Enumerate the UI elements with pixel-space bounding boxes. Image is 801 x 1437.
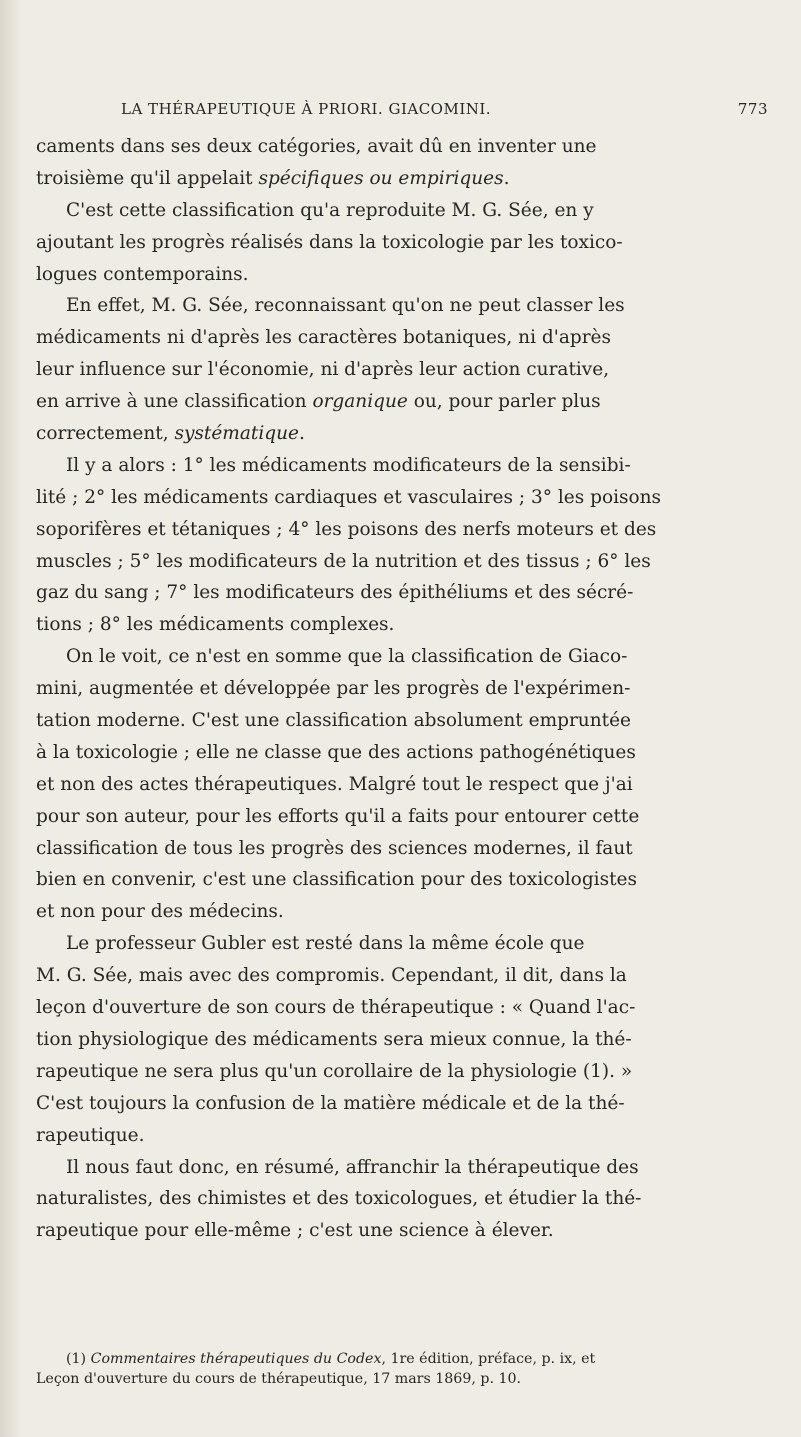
text-line: caments dans ses deux catégories, avait dû en inventer une (36, 136, 597, 157)
text-line: tions ; 8° les médicaments complexes. (36, 614, 395, 636)
text-line: M. G. Sée, mais avec des compromis. Cependant, il dit, dans la (36, 965, 627, 987)
text-line: rapeutique ne sera plus qu'un corollaire de la physiologie (1). » (36, 1060, 633, 1082)
footnote-line: Leçon d'ouverture du cours de thérapeutique, 17 mars 1869, p. 10. (36, 1370, 522, 1387)
text-line: Il y a alors : 1° les médicaments modificateurs de la sensibi- (66, 454, 631, 476)
text-line: mini, augmentée et développée par les progrès de l'expérimen- (36, 678, 631, 700)
running-title: LA THÉRAPEUTIQUE À PRIORI. GIACOMINI. (121, 100, 492, 118)
text-line: troisième qu'il appelait spécifiques ou empiriques. (36, 167, 510, 189)
text-line: à la toxicologie ; elle ne classe que des actions pathogénétiques (36, 741, 636, 763)
text-line: naturalistes, des chimistes et des toxicologues, et étudier la thé- (36, 1188, 642, 1210)
text-line: lité ; 2° les médicaments cardiaques et vasculaires ; 3° les poisons (36, 486, 662, 508)
text-line: correctement, systématique. (36, 423, 305, 445)
text-line: gaz du sang ; 7° les modificateurs des épithéliums et des sécré- (36, 582, 634, 604)
page-binding-edge (0, 0, 22, 1437)
text-line: leçon d'ouverture de son cours de thérapeutique : « Quand l'ac- (36, 997, 636, 1019)
text-line: En effet, M. G. Sée, reconnaissant qu'on ne peut classer les (66, 295, 625, 317)
text-line: C'est cette classification qu'a reproduite M. G. Sée, en y (66, 199, 594, 221)
text-line: ajoutant les progrès réalisés dans la toxicologie par les toxico- (36, 231, 623, 253)
footnote-line: (1) Commentaires thérapeutiques du Codex, 1re édition, préface, p. ix, et (66, 1351, 596, 1367)
text-line: leur influence sur l'économie, ni d'après leur action curative, (36, 359, 610, 381)
page-number: 773 (737, 100, 768, 118)
book-page (36, 0, 788, 1437)
text-line: tation moderne. C'est une classification absolument empruntée (36, 710, 631, 732)
running-header (36, 100, 788, 124)
body-text (36, 131, 766, 1247)
text-line: On le voit, ce n'est en somme que la classification de Giaco- (66, 646, 628, 668)
text-line: et non pour des médecins. (36, 901, 284, 923)
footnote (36, 1350, 766, 1389)
text-line: en arrive à une classification organique ou, pour parler plus (36, 391, 601, 413)
text-line: rapeutique pour elle-même ; c'est une science à élever. (36, 1220, 554, 1242)
text-line: bien en convenir, c'est une classification pour des toxicologistes (36, 869, 637, 891)
text-line: logues contemporains. (36, 263, 249, 285)
text-line: et non des actes thérapeutiques. Malgré tout le respect que j'ai (36, 773, 633, 795)
text-line: tion physiologique des médicaments sera mieux connue, la thé- (36, 1028, 632, 1050)
text-line: classification de tous les progrès des sciences modernes, il faut (36, 837, 633, 859)
text-line: pour son auteur, pour les efforts qu'il a faits pour entourer cette (36, 805, 640, 827)
text-line: Le professeur Gubler est resté dans la même école que (66, 933, 585, 955)
text-line: C'est toujours la confusion de la matière médicale et de la thé- (36, 1092, 625, 1114)
text-line: muscles ; 5° les modificateurs de la nutrition et des tissus ; 6° les (36, 550, 651, 572)
text-line: rapeutique. (36, 1124, 145, 1146)
text-line: Il nous faut donc, en résumé, affranchir la thérapeutique des (66, 1156, 639, 1178)
text-line: médicaments ni d'après les caractères botaniques, ni d'après (36, 327, 611, 349)
text-line: soporifères et tétaniques ; 4° les poisons des nerfs moteurs et des (36, 518, 657, 540)
